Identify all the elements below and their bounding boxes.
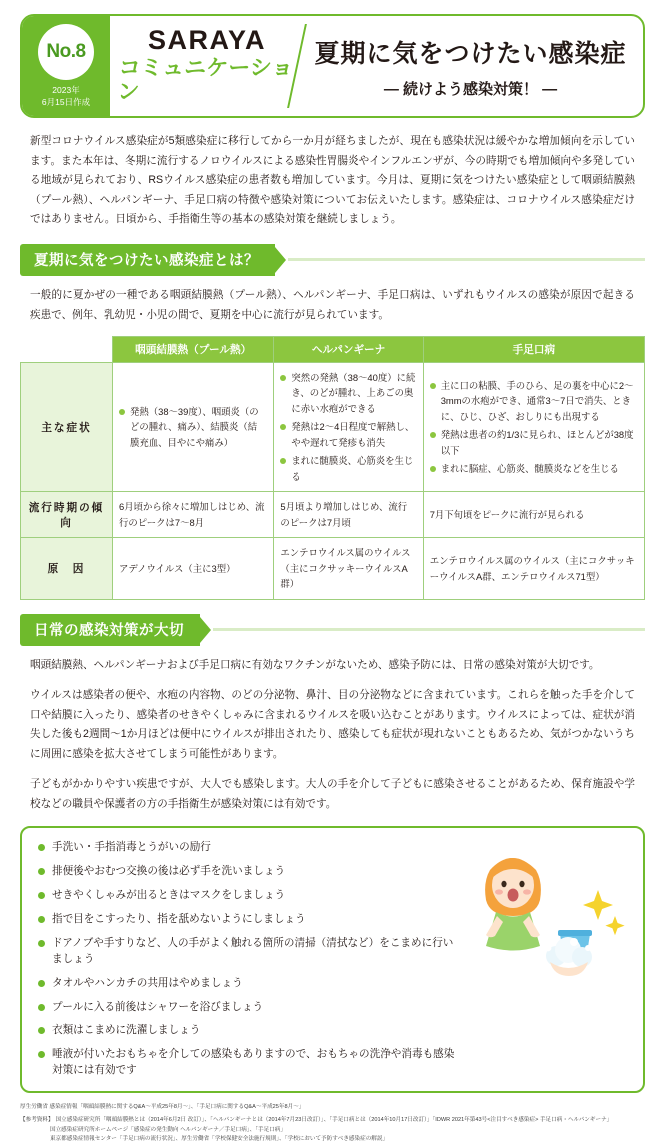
table-corner-cell [21,336,113,362]
row-label-cause: 原 因 [21,538,113,600]
cell-symptoms-1 [113,362,274,492]
footnote-ref-label: 【参考資料】 [20,1117,54,1124]
footnote-line-1: 厚生労働省 感染症情報「咽頭結膜熱に関するQ&A～平成25年8月～」、「手足口病に関するQ&A～平成25年8月～」 [20,1104,305,1111]
list-item: せきやくしゃみが出るときはマスクをしましょう [38,888,458,904]
section1-heading [20,244,645,276]
intro-paragraph: 新型コロナウイルス感染症が5類感染症に移行してから一か月が経ちましたが、現在も感染状況は緩やかな増加傾向を示しています。また本年は、冬期に流行するノロウイルスによる感染性胃腸炎やインフルエンザが、今の時期でも増加傾向や多発している地域が見られており、RSウイルス感染症の患者数も増加しています。今月は、夏期に気をつけたい感染症として咽頭結膜熱（プール熱）、ヘルパンギーナ、手足口病の特徴や感染対策についてお伝えいたします。感染症は、コロナウイルス感染症だけではありません。日頃から、手指衛生等の基本の感染対策を継続しましょう。 [30,135,635,226]
section1-heading-arrow [275,247,286,273]
issue-date-day: 6月15日作成 [41,96,91,107]
footnote-ref-text-3: 東京都感染症情報センター「手足口病の流行状況」、厚生労働省「学校保健安全法施行規則」、「学校において予防すべき感染症の解説」 [49,1135,389,1142]
list-item: 衣類はこまめに洗濯しましょう [38,1023,458,1039]
list-item: 発熱（38～39度）、咽頭炎（のどの腫れ、痛み）、結膜炎（結膜充血、目やにや痛み） [119,404,266,451]
section2-paragraph-1: 咽頭結膜熱、ヘルパンギーナおよび手足口病に有効なワクチンがないため、感染予防には、日常の感染対策が大切です。 [30,658,600,671]
list-item: 排便後やおむつ交換の後は必ず手を洗いましょう [38,864,458,880]
prevention-tips-list [38,840,458,1079]
table-row [21,492,645,538]
list-item: 指で目をこすったり、指を舐めないようにしましょう [38,912,458,928]
footnote-ref-text-1: 国立感染症研究所「咽頭結膜熱とは（2014年6月2日 改訂）」、「ヘルパンギーナとは（2014年7月23日改訂）」、「手足口病とは（2014年10月17日改訂）」「IDWR 2021年第43号<注目すべき感染症> 手足口病・ヘルパンギーナ」 [55,1117,613,1124]
table-col-1: 咽頭結膜熱（プール熱） [113,336,274,362]
section2-heading-arrow [200,617,211,643]
issue-date-year: 2023年 [52,85,80,96]
section2-heading-rule [213,628,645,631]
footnote-ref-spacer-2 [20,1126,48,1135]
row-label-symptoms: 主な症状 [21,362,113,492]
list-item: ドアノブや手すりなど、人の手がよく触れる箇所の清掃（清拭など）をこまめに行いましょう [38,936,458,968]
header-title-block [298,16,643,116]
cell-symptoms-3 [423,362,644,492]
footnote-reference-1 [20,1116,645,1125]
list-item: 発熱は患者の約1/3に見られ、ほとんどが38度以下 [430,427,637,458]
section2-paragraph-2: ウイルスは感染者の便や、水疱の内容物、のどの分泌物、鼻汁、目の分泌物などに含まれています。これらを触った手を介して口や結膜に入ったり、感染者のせきやくしゃみに含まれるウイルスを吸い込むことがあります。ウイルスによっては、症状が消失した後も2週間～1か月ほどは便中にウイルスが排出されたり、感染しても症状が現れないこともあるため、気がつかないうちに周囲に感染を拡大させてしまう可能性があります。 [30,689,635,760]
section2-heading [20,614,645,646]
issue-date [42,85,90,108]
list-item: 突然の発熱（38～40度）に続き、のどが腫れ、上あごの奥に赤い水疱ができる [280,370,415,417]
section2-paragraph-3: 子どもがかかりやすい疾患ですが、大人でも感染します。大人の手を介して子どもに感染させることがあるため、保育施設や学校などの職員や保護者の方の手指衛生が感染対策には有効です。 [30,778,635,810]
list-item: まれに脳症、心筋炎、髄膜炎などを生じる [430,461,637,477]
handwashing-illustration [448,838,633,983]
list-item: プールに入る前後はシャワーを浴びましょう [38,1000,458,1016]
prevention-tips-box [20,826,645,1093]
page-title: 夏期に気をつけたい感染症 [314,39,627,68]
footnote-ref-spacer-3 [20,1135,48,1144]
disease-comparison-table [20,336,645,600]
section1-heading-label: 夏期に気をつけたい感染症とは？ [20,244,275,276]
footnotes [20,1103,645,1144]
table-header-row [21,336,645,362]
list-item: まれに髄膜炎、心筋炎を生じる [280,453,415,484]
list-item: 唾液が付いたおもちゃを介しての感染もありますので、おもちゃの洗浄や消毒も感染対策には有効です [38,1047,458,1079]
child-figure-icon [485,858,541,951]
cell-season-1: 6月頃から徐々に増加しはじめ、流行のピークは7～8月 [113,492,274,538]
cell-symptoms-2 [274,362,423,492]
section1-heading-rule [288,258,645,261]
brand-subtitle: コミュニケーション [116,55,295,105]
cell-season-3: 7月下旬頃をピークに流行が見られる [423,492,644,538]
cell-cause-1: アデノウイルス（主に3型） [113,538,274,600]
table-col-3: 手足口病 [423,336,644,362]
section2-heading-label: 日常の感染対策が大切 [20,614,200,646]
list-item: 発熱は2～4日程度で解熱し、やや遅れて発疹も消失 [280,419,415,450]
table-row [21,362,645,492]
footnote-ref-text-2: 国立感染症研究所ホームページ「感染症の発生動向 ヘルパンギーナ／手足口病」、「手足口病」 [49,1126,286,1133]
section1-lead: 一般的に夏かぜの一種である咽頭結膜熱（プール熱）、ヘルパンギーナ、手足口病は、いずれもウイルスの感染が原因で起きる疾患で、例年、乳幼児・小児の間で、夏期を中心に流行が見られています。 [30,288,635,321]
brand-block [110,16,296,116]
table-col-2: ヘルパンギーナ [274,336,423,362]
table-row [21,538,645,600]
list-item: タオルやハンカチの共用はやめましょう [38,976,458,992]
cell-cause-3: エンテロウイルス属のウイルス（主にコクサッキーウイルスA群、エンテロウイルス71型） [423,538,644,600]
footnote-reference-3 [20,1135,645,1144]
cell-season-2: 5月頃より増加しはじめ、流行のピークは7月頃 [274,492,423,538]
cell-cause-2: エンテロウイルス属のウイルス（主にコクサッキーウイルスA群） [274,538,423,600]
brand-logo-text: SARAYA [147,25,267,56]
row-label-season: 流行時期の傾向 [21,492,113,538]
list-item: 主に口の粘膜、手のひら、足の裏を中心に2～3mmの水疱ができ、通常3～7日で消失、ときに、ひじ、ひざ、おしりにも出現する [430,378,637,425]
page-subtitle: — 続けよう感染対策！ — [383,80,558,98]
footnote-reference-2 [20,1126,645,1135]
list-item: 手洗い・手指消毒とうがいの励行 [38,840,458,856]
issue-number-badge: No.8 [38,24,94,80]
page-header [20,14,645,118]
issue-block [22,16,110,116]
sparkle-icon [583,890,625,935]
